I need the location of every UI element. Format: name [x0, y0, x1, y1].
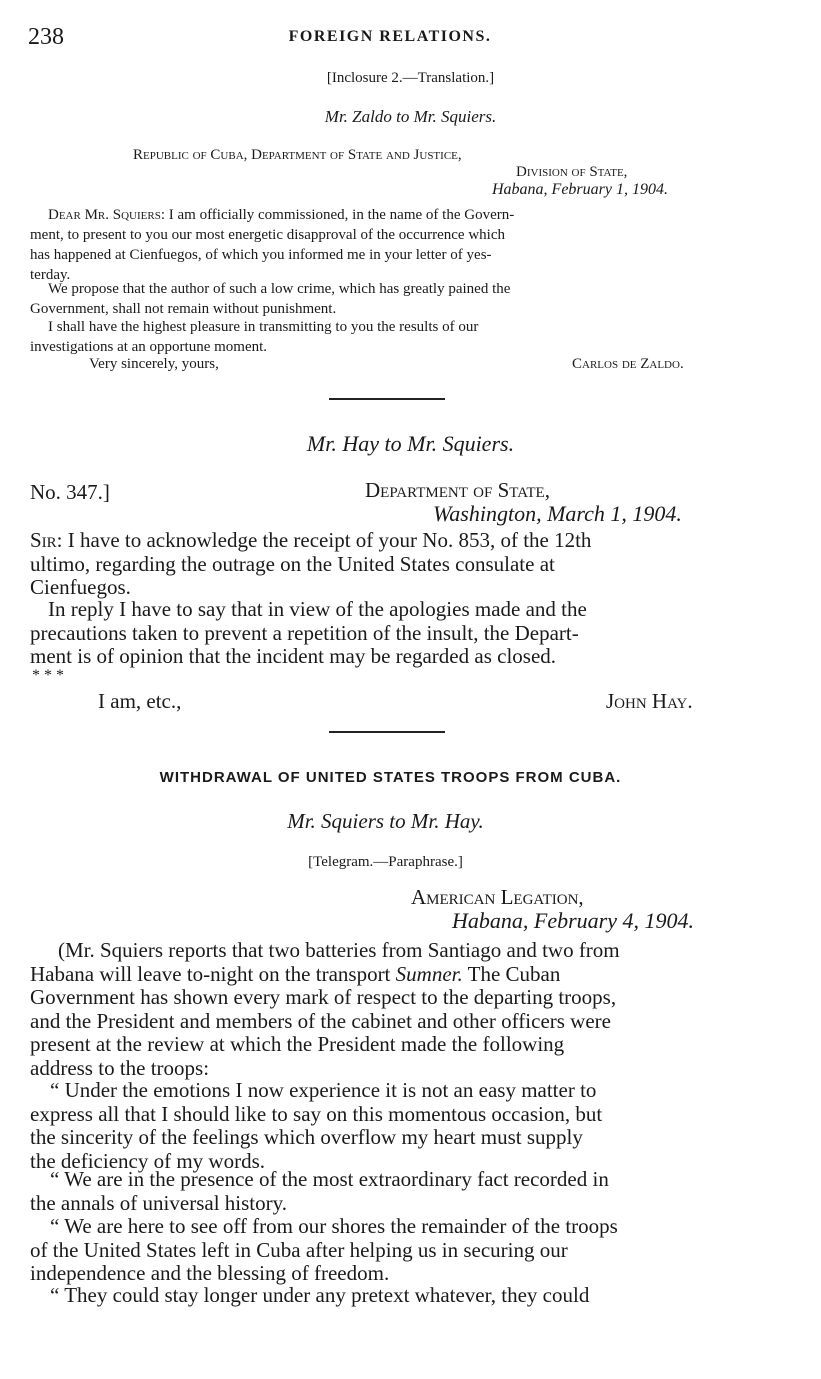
ship-name: Sumner.	[395, 961, 463, 986]
hay-paragraph-1	[30, 529, 751, 600]
quote-paragraph-3	[30, 1215, 751, 1286]
closing: Very sincerely, yours,	[89, 356, 219, 372]
text-line: the sincerity of the feelings which overflow my heart must supply	[30, 1125, 583, 1149]
salutation: Sir:	[30, 528, 63, 552]
hay-paragraph-2	[30, 598, 751, 669]
quote-paragraph-4	[30, 1284, 751, 1308]
page-header	[28, 24, 752, 54]
page-number: 238	[28, 24, 64, 50]
text-line: investigations at an opportune moment.	[30, 339, 268, 355]
text-line: express all that I should like to say on this momentous occasion, but	[30, 1101, 603, 1126]
text-line: terday.	[30, 267, 71, 283]
omission-asterisks: * * *	[32, 667, 64, 684]
text-line: I have to acknowledge the receipt of your No. 853, of the 12th	[67, 528, 592, 552]
dispatch-number: No. 347.]	[30, 480, 110, 504]
telegram-label: [Telegram.—Paraphrase.]	[308, 854, 463, 870]
telegram-date: Habana, February 4, 1904.	[452, 908, 694, 933]
text-line: (Mr. Squiers reports that two batteries from Santiago and two from	[58, 938, 620, 962]
text-line: Government has shown every mark of respect to the departing troops,	[30, 985, 617, 1009]
hay-letter-title: Mr. Hay to Mr. Squiers.	[306, 431, 515, 456]
text-line: “ Under the emotions I now experience it is not an easy matter to	[50, 1078, 597, 1102]
section-divider	[329, 398, 445, 400]
inclosure-label: [Inclosure 2.—Translation.]	[326, 70, 495, 86]
running-head: FOREIGN RELATIONS.	[288, 28, 492, 45]
quote-paragraph-2	[30, 1168, 751, 1215]
text-line: I shall have the highest pleasure in transmitting to you the results of our	[48, 319, 479, 335]
text-line: In reply I have to say that in view of the apologies made and the	[48, 597, 587, 621]
text-line: precautions taken to prevent a repetition of the insult, the Depart-	[30, 620, 579, 645]
text-line: ultimo, regarding the outrage on the United States consulate at	[30, 551, 555, 576]
text-line: I am officially commissioned, in the name of the Govern-	[168, 207, 515, 223]
section-divider	[329, 731, 445, 733]
salutation: Dear Mr. Squiers:	[48, 207, 165, 223]
text-line: “ We are in the presence of the most extraordinary fact recorded in	[50, 1167, 609, 1191]
text-line: and the President and members of the cabinet and other officers were	[30, 1008, 611, 1033]
text-line: independence and the blessing of freedom.	[30, 1261, 390, 1285]
closing: I am, etc.,	[98, 689, 182, 713]
dateline-division: Division of State,	[516, 164, 628, 180]
text-line: Cienfuegos.	[30, 575, 131, 599]
text-line: present at the review at which the President made the following	[30, 1032, 565, 1056]
signature: Carlos de Zaldo.	[572, 356, 684, 372]
inclosure-title: Mr. Zaldo to Mr. Squiers.	[324, 107, 497, 126]
telegram-title: Mr. Squiers to Mr. Hay.	[287, 809, 484, 833]
dateline-date: Habana, February 1, 1904.	[492, 181, 668, 198]
text-line: ment, to present to you our most energetic disapproval of the occurrence which	[30, 227, 505, 243]
text-line: Habana will leave to-night on the transport	[30, 961, 396, 986]
inclosure-paragraph-3	[30, 317, 751, 357]
inclosure-paragraph-2	[30, 279, 751, 319]
section-heading: WITHDRAWAL OF UNITED STATES TROOPS FROM CUBA.	[159, 769, 622, 786]
text-line: “ They could stay longer under any pretext whatever, they could	[50, 1283, 590, 1307]
dateline-org: Republic of Cuba, Department of State and Justice,	[133, 147, 462, 163]
legation-heading: American Legation,	[411, 885, 584, 909]
inclosure-paragraph-1	[30, 205, 751, 285]
text-line: We propose that the author of such a low crime, which has greatly pained the	[48, 281, 511, 297]
text-line: ment is of opinion that the incident may be regarded as closed.	[30, 644, 557, 668]
department-heading: Department of State,	[365, 478, 550, 502]
telegram-paragraph	[30, 939, 751, 1080]
text-line: “ We are here to see off from our shores the remainder of the troops	[50, 1214, 618, 1238]
text-line: Government, shall not remain without punishment.	[30, 301, 337, 317]
text-line: the deficiency of my words.	[30, 1148, 266, 1173]
text-line: address to the troops:	[30, 1055, 210, 1080]
text-line: of the United States left in Cuba after helping us in securing our	[30, 1237, 568, 1262]
quote-paragraph-1	[30, 1079, 751, 1173]
letter-date: Washington, March 1, 1904.	[433, 501, 682, 526]
text-line: has happened at Cienfuegos, of which you informed me in your letter of yes-	[30, 247, 492, 263]
signature: John Hay.	[606, 689, 693, 713]
text-line: The Cuban	[462, 961, 561, 986]
text-line: the annals of universal history.	[30, 1190, 287, 1215]
